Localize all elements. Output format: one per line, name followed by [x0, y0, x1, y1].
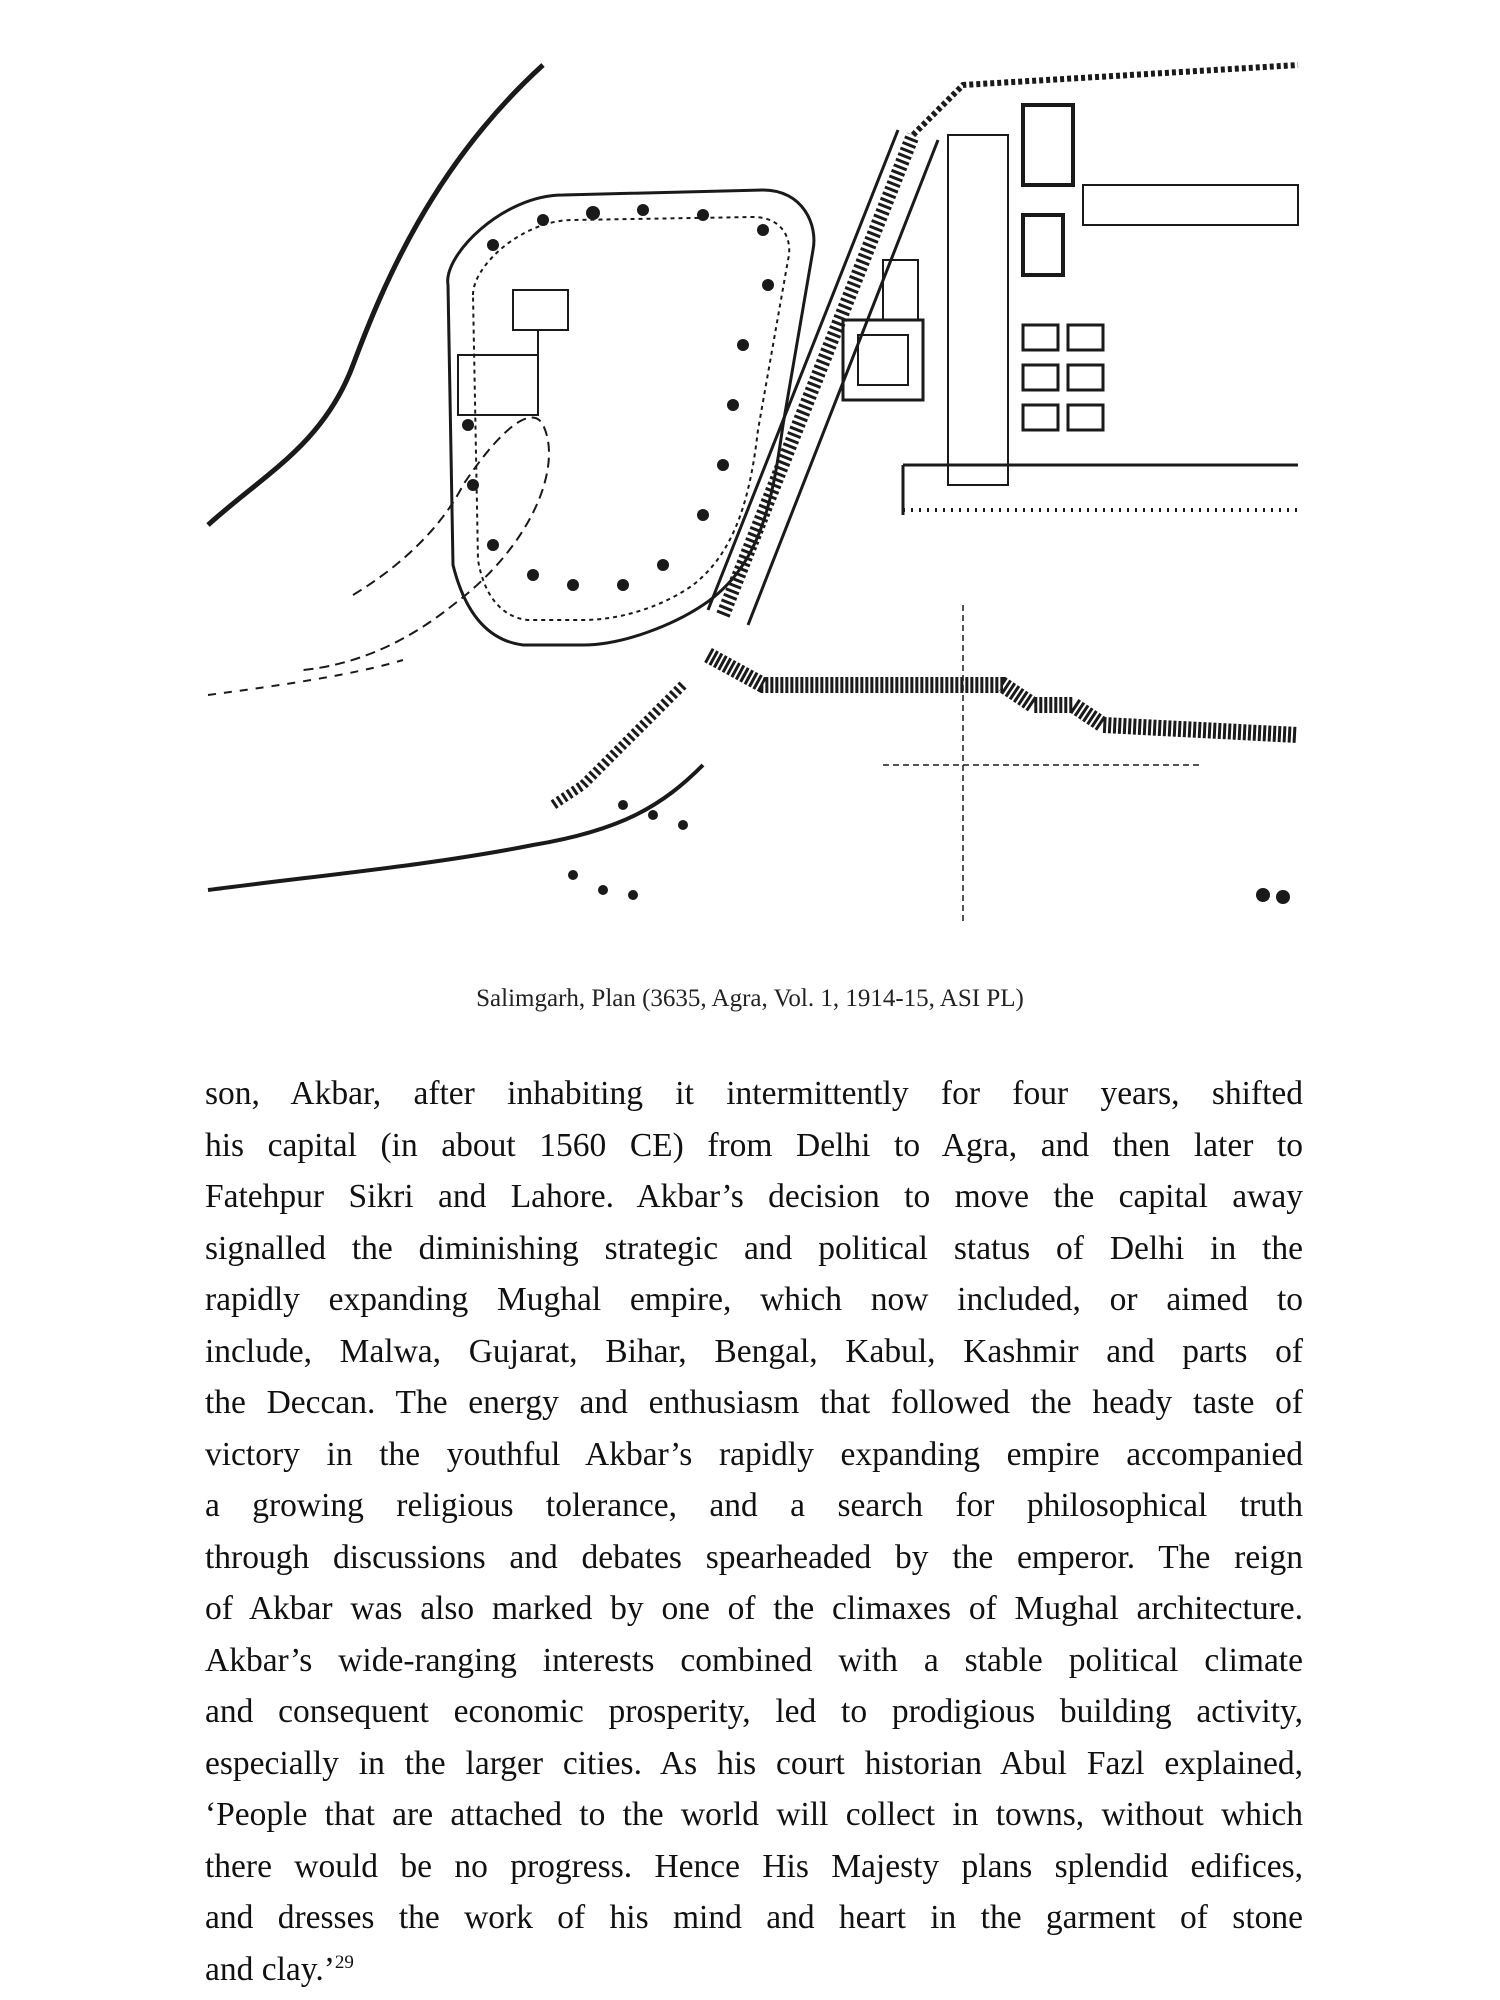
body-line: through discussions and debates spearheaded by the emperor. The reign [205, 1538, 1303, 1576]
body-line: and consequent economic prosperity, led to prodigious building activity, [205, 1693, 1303, 1730]
body-line: son, Akbar, after inhabiting it intermittently for four years, shifted [205, 1075, 1303, 1112]
body-line: and dresses the work of his mind and heart in the garment of stone [205, 1899, 1303, 1936]
body-line: the Deccan. The energy and enthusiasm that followed the heady taste of [205, 1384, 1303, 1421]
footnote-reference[interactable]: 29 [334, 1951, 354, 1973]
salimgarh-plan-drawing [203, 45, 1303, 963]
figure-caption: Salimgarh, Plan (3635, Agra, Vol. 1, 1914-15, ASI PL) [476, 985, 1024, 1012]
body-line: his capital (in about 1560 CE) from Delhi to Agra, and then later to [205, 1126, 1303, 1164]
body-last-line [205, 1944, 1303, 1996]
body-line: victory in the youthful Akbar’s rapidly expanding empire accompanied [205, 1435, 1303, 1473]
body-line: Akbar’s wide-ranging interests combined with a stable political climate [205, 1641, 1303, 1679]
body-line: include, Malwa, Gujarat, Bihar, Bengal, Kabul, Kashmir and parts of [205, 1332, 1303, 1370]
body-line: signalled the diminishing strategic and political status of Delhi in the [205, 1229, 1303, 1267]
body-text [205, 1068, 1303, 1995]
body-line: of Akbar was also marked by one of the climaxes of Mughal architecture. [205, 1590, 1303, 1627]
body-line: Fatehpur Sikri and Lahore. Akbar’s decision to move the capital away [205, 1178, 1303, 1215]
body-line: a growing religious tolerance, and a search for philosophical truth [205, 1487, 1303, 1524]
salimgarh-plan-figure [203, 45, 1303, 963]
body-line: ‘People that are attached to the world will collect in towns, without which [205, 1796, 1303, 1833]
body-line: especially in the larger cities. As his court historian Abul Fazl explained, [205, 1744, 1303, 1782]
body-line: rapidly expanding Mughal empire, which now included, or aimed to [205, 1281, 1303, 1318]
body-last-line-text: and clay.’ [205, 1950, 335, 1988]
body-line: there would be no progress. Hence His Majesty plans splendid edifices, [205, 1847, 1303, 1885]
